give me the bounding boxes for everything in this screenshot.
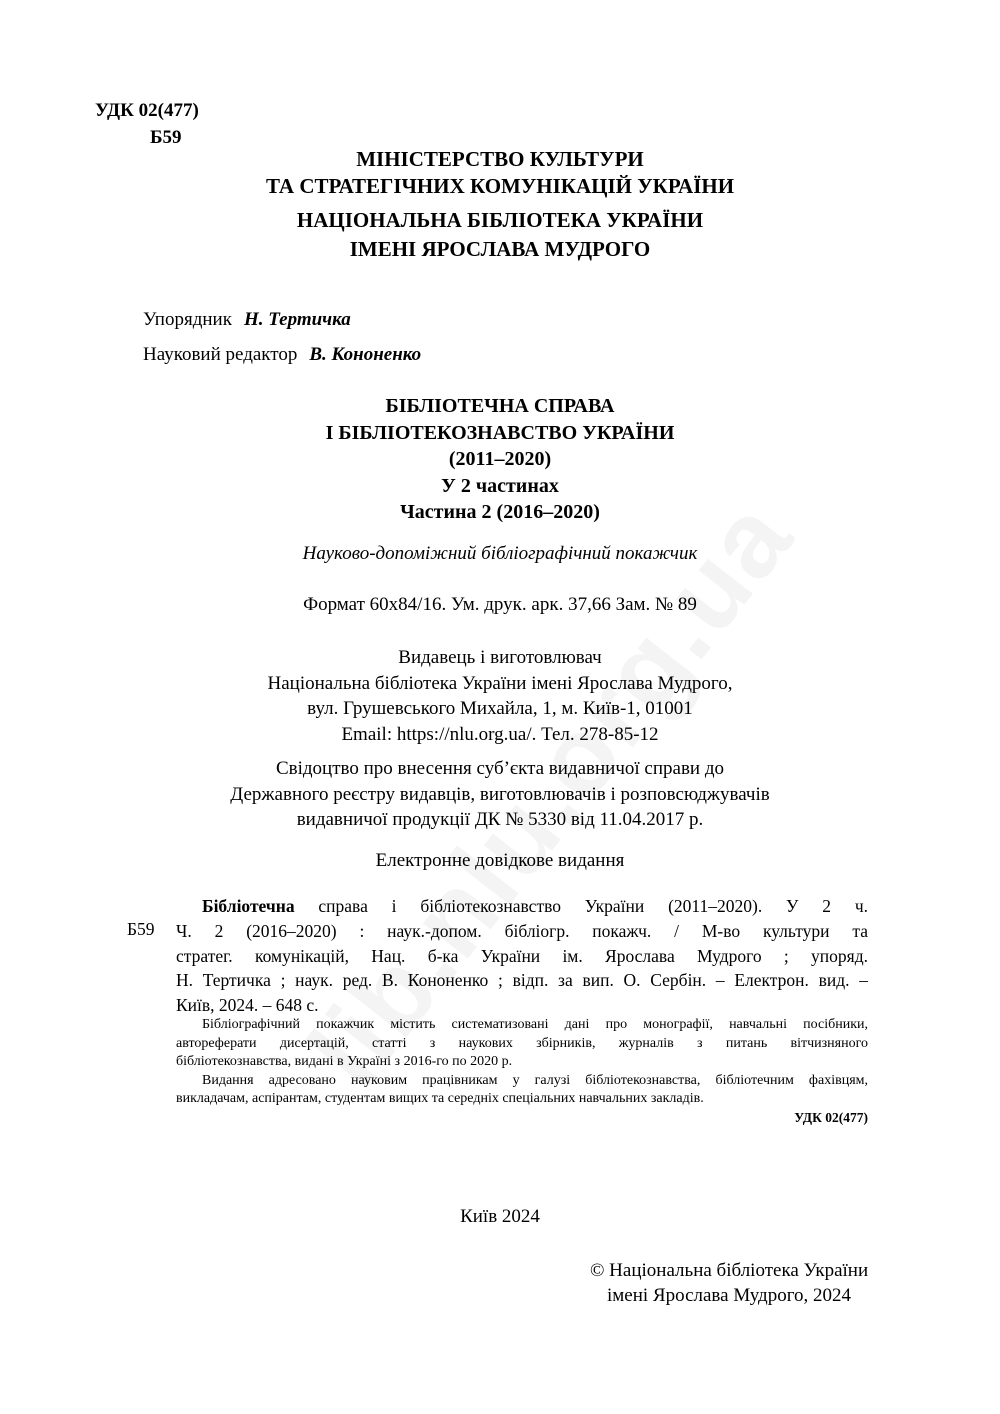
city-year: Київ 2024: [460, 1206, 540, 1227]
annotation-p2-line-1: Видання адресовано науковим працівникам у галузі бібліотекознавства, бібліотечним фахівцям,: [202, 1072, 868, 1088]
udk-header: [95, 97, 199, 151]
title-line-2: І БІБЛІОТЕКОЗНАВСТВО УКРАЇНИ: [325, 421, 675, 444]
publisher-line-4: Email: https://nlu.org.ua/. Тел. 278-85-12: [341, 723, 659, 745]
copyright-line-1: © Національна бібліотека України: [590, 1260, 869, 1281]
certificate-line-1: Свідоцтво про внесення суб’єкта видавничої справи до: [275, 758, 725, 779]
title-parts: У 2 частинах: [441, 474, 559, 497]
entry-line-5: Київ, 2024. – 648 с.: [176, 994, 319, 1015]
publisher-line-3: вул. Грушевського Михайла, 1, м. Київ-1, 01001: [307, 698, 693, 719]
library-heading: [0, 206, 1000, 264]
entry-line-3: стратег. комунікацій, Нац. б-ка України ім. Ярослава Мудрого ; упоряд.: [176, 945, 868, 966]
subtitle: Науково-допоміжний бібліографічний покажчик: [302, 543, 698, 564]
edition-type: Електронне довідкове видання: [375, 850, 625, 871]
udk-footer: УДК 02(477): [794, 1110, 868, 1125]
book-title: [0, 393, 1000, 526]
format-line: Формат 60х84/16. Ум. друк. арк. 37,66 Зам. № 89: [303, 594, 697, 615]
copyright-line-2: імені Ярослава Мудрого, 2024: [607, 1285, 852, 1306]
title-line-1: БІБЛІОТЕЧНА СПРАВА: [385, 395, 615, 417]
entry-author-sign: Б59: [127, 919, 155, 939]
title-years: (2011–2020): [448, 448, 552, 470]
publisher-block: [0, 645, 1000, 747]
compiler-credit: [143, 309, 351, 331]
editor-label: Науковий редактор: [143, 344, 298, 365]
library-line-1: НАЦІОНАЛЬНА БІБЛІОТЕКА УКРАЇНИ: [296, 208, 704, 232]
ministry-line-2: ТА СТРАТЕГІЧНИХ КОМУНІКАЦІЙ УКРАЇНИ: [265, 174, 735, 198]
certificate-line-3: видавничої продукції ДК № 5330 від 11.04.2017 р.: [296, 809, 704, 830]
title-part: Частина 2 (2016–2020): [400, 501, 600, 523]
ministry-line-1: МІНІСТЕРСТВО КУЛЬТУРИ: [356, 147, 644, 171]
annotation: [176, 1016, 868, 1109]
certificate-line-2: Державного реєстру видавців, виготовлювачів і розповсюджувачів: [230, 783, 770, 805]
entry-head-rest: справа і бібліотекознавство України (2011–2020). У 2 ч.: [294, 896, 868, 916]
library-line-2: ІМЕНІ ЯРОСЛАВА МУДРОГО: [349, 237, 651, 261]
compiler-name: Н. Тертичка: [243, 309, 351, 330]
udk-code: УДК 02(477): [95, 100, 199, 121]
annotation-p1-line-1: Бібліографічний покажчик містить систематизовані дані про монографії, навчальні посібники,: [202, 1017, 868, 1032]
copyright: [590, 1258, 920, 1308]
editor-credit: [143, 344, 421, 366]
entry-line-4: Н. Тертичка ; наук. ред. В. Кононенко ; відп. за вип. О. Сербін. – Електрон. вид. –: [176, 970, 868, 990]
entry-head-bold: Бібліотечна: [202, 896, 295, 916]
catalog-entry-head: [202, 894, 868, 919]
annotation-p1-line-3: бібліотекознавства, видані в Україні з 2016-го по 2020 р.: [176, 1054, 513, 1069]
certificate-block: [0, 756, 1000, 833]
publisher-line-2: Національна бібліотека України імені Ярослава Мудрого,: [267, 672, 733, 694]
author-sign: Б59: [150, 127, 182, 148]
publisher-line-1: Видавець і виготовлювач: [398, 647, 602, 668]
entry-line-2: Ч. 2 (2016–2020) : наук.-допом. бібліогр. покажч. / М-во культури та: [176, 921, 868, 941]
ministry-heading: [0, 146, 1000, 200]
editor-name: В. Кононенко: [309, 344, 422, 365]
catalog-entry-body: [176, 919, 868, 1017]
annotation-p2-line-2: викладачам, аспірантам, студентам вищих та середніх спеціальних навчальних закладів.: [176, 1091, 704, 1106]
compiler-label: Упорядник: [143, 309, 232, 330]
annotation-p1-line-2: автореферати дисертацій, статті з наукових збірників, журналів з питань вітчизняного: [176, 1035, 868, 1051]
